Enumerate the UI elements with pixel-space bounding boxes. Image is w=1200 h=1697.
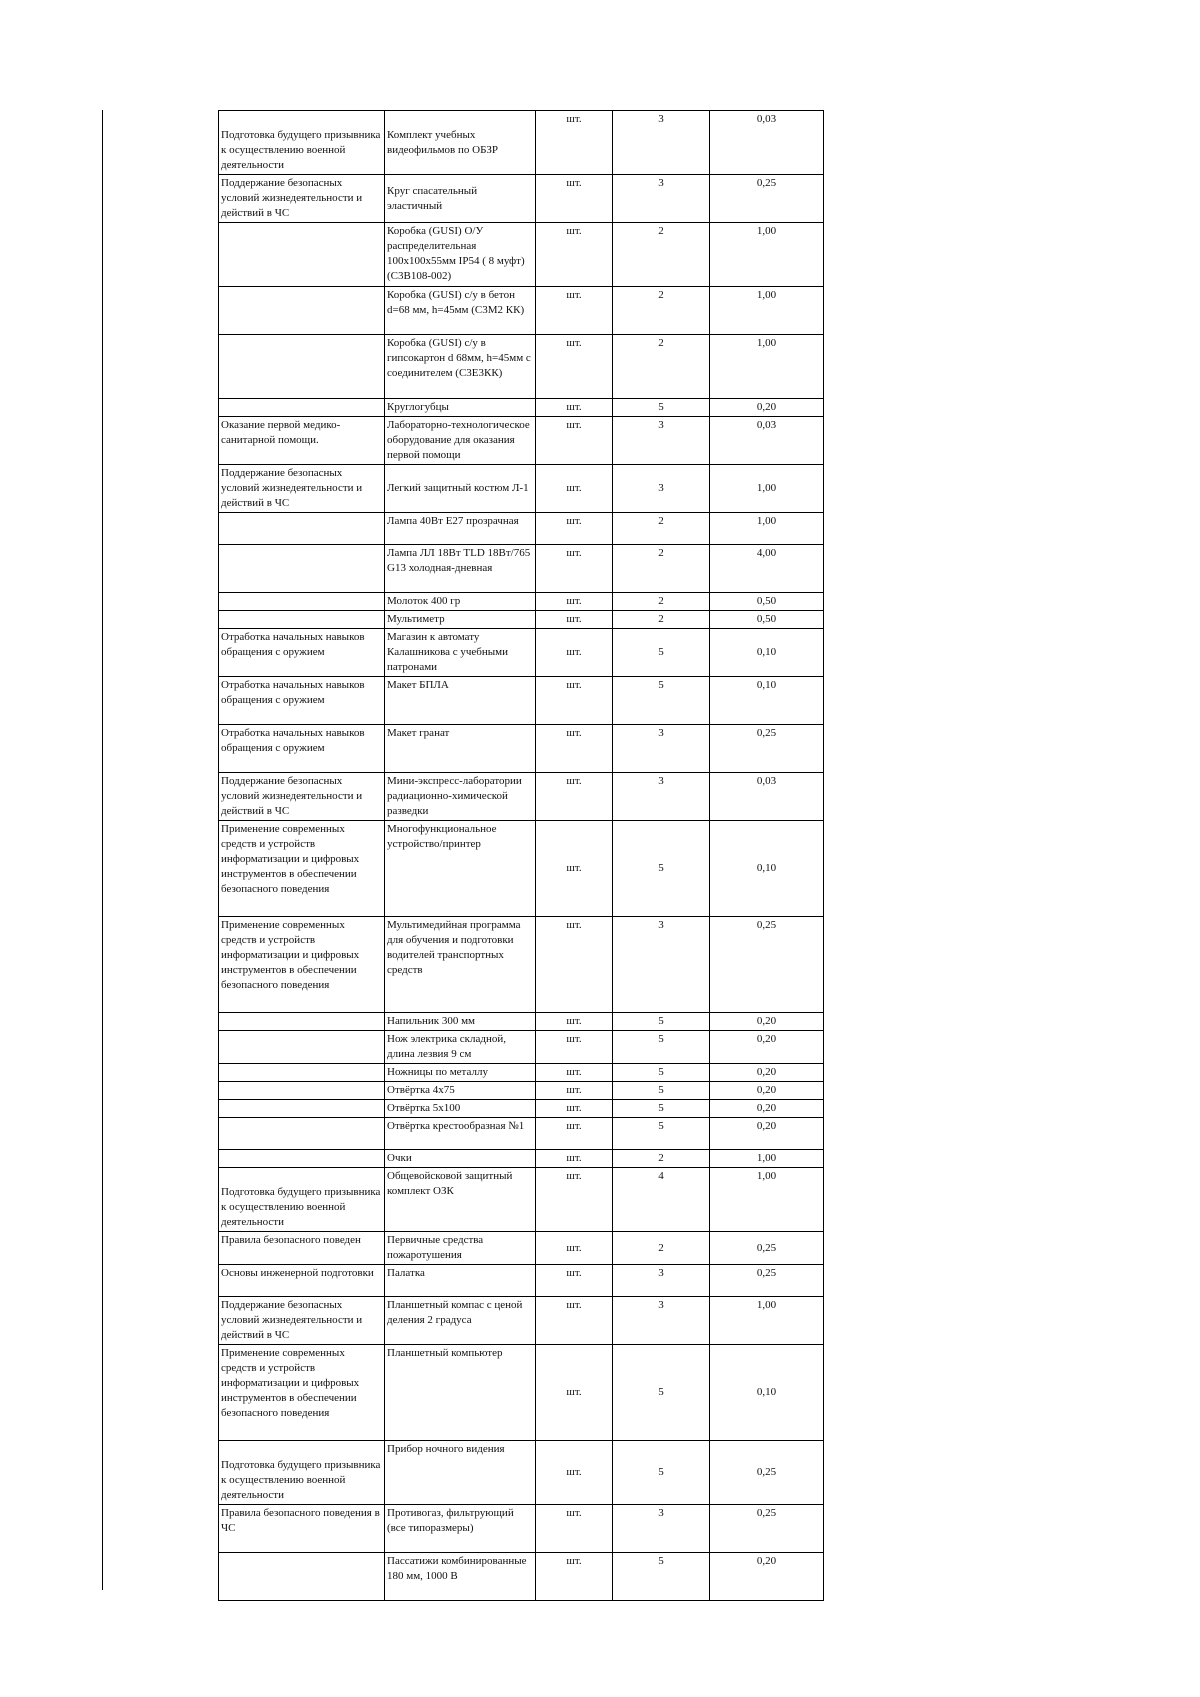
row-item-name-cell: Противогаз, фильтрующий (все типоразмеры) [385,1505,536,1553]
row-item-name-cell: Отвёртка 5x100 [385,1100,536,1118]
row-quantity-cell: 3 [613,417,710,465]
table-row [219,773,824,821]
row-unit-cell: шт. [536,1082,613,1100]
row-topic-cell [219,1100,385,1118]
row-coefficient-cell: 4,00 [710,545,824,593]
row-quantity-cell: 3 [613,725,710,773]
table-row [219,1297,824,1345]
row-quantity-cell: 5 [613,677,710,725]
row-quantity-cell: 3 [613,917,710,1013]
row-topic-cell: Основы инженерной подготовки [219,1265,385,1297]
row-coefficient-cell: 1,00 [710,335,824,399]
row-quantity-cell: 3 [613,1505,710,1553]
row-unit-cell: шт. [536,1118,613,1150]
row-item-name-cell: Коробка (GUSI) О/У распределительная 100x100x55мм IP54 ( 8 муфт) (С3В108-002) [385,223,536,287]
row-item-name-cell: Макет гранат [385,725,536,773]
row-unit-cell: шт. [536,175,613,223]
row-unit-cell: шт. [536,725,613,773]
row-quantity-cell: 5 [613,1118,710,1150]
row-item-name-cell: Молоток 400 гр [385,593,536,611]
row-item-name-cell: Комплект учебных видеофильмов по ОБЗР [385,111,536,175]
row-coefficient-cell: 0,10 [710,677,824,725]
table-row [219,1150,824,1168]
row-coefficient-cell: 0,50 [710,593,824,611]
row-topic-cell [219,1082,385,1100]
row-coefficient-cell: 1,00 [710,465,824,513]
row-quantity-cell: 2 [613,287,710,335]
row-item-name-cell: Многофункциональное устройство/принтер [385,821,536,917]
row-item-name-cell: Лампа ЛЛ 18Вт TLD 18Вт/765 G13 холодная-дневная [385,545,536,593]
row-item-name-cell: Первичные средства пожаротушения [385,1232,536,1265]
row-topic-cell [219,399,385,417]
row-unit-cell: шт. [536,1553,613,1601]
row-quantity-cell: 2 [613,1232,710,1265]
row-topic-cell: Отработка начальных навыков обращения с оружием [219,677,385,725]
row-coefficient-cell: 0,20 [710,1031,824,1064]
table-row [219,287,824,335]
table-row [219,417,824,465]
row-item-name-cell: Макет БПЛА [385,677,536,725]
row-topic-cell [219,1553,385,1601]
table-row [219,223,824,287]
row-item-name-cell: Напильник 300 мм [385,1013,536,1031]
row-quantity-cell: 5 [613,1441,710,1505]
row-quantity-cell: 5 [613,1082,710,1100]
row-topic-cell [219,1013,385,1031]
row-coefficient-cell: 0,25 [710,1441,824,1505]
row-unit-cell: шт. [536,417,613,465]
row-item-name-cell: Очки [385,1150,536,1168]
table-row [219,1118,824,1150]
row-coefficient-cell: 0,10 [710,1345,824,1441]
row-topic-cell: Применение современных средств и устройств информатизации и цифровых инструментов в обеспечении безопасного поведения [219,917,385,1013]
row-quantity-cell: 5 [613,1031,710,1064]
row-coefficient-cell: 0,50 [710,611,824,629]
row-unit-cell: шт. [536,513,613,545]
row-topic-cell [219,1031,385,1064]
row-topic-cell: Подготовка будущего призывника к осуществлению военной деятельности [219,1441,385,1505]
row-coefficient-cell: 0,25 [710,175,824,223]
table-row [219,111,824,175]
row-quantity-cell: 3 [613,465,710,513]
row-unit-cell: шт. [536,465,613,513]
table-row [219,1232,824,1265]
row-topic-cell [219,335,385,399]
row-quantity-cell: 5 [613,1100,710,1118]
row-coefficient-cell: 0,20 [710,1100,824,1118]
row-topic-cell [219,513,385,545]
row-unit-cell: шт. [536,111,613,175]
row-quantity-cell: 5 [613,629,710,677]
row-quantity-cell: 5 [613,1345,710,1441]
row-quantity-cell: 2 [613,513,710,545]
row-quantity-cell: 3 [613,111,710,175]
row-item-name-cell: Магазин к автомату Калашникова с учебными патронами [385,629,536,677]
row-quantity-cell: 2 [613,611,710,629]
row-unit-cell: шт. [536,1232,613,1265]
row-topic-cell: Подготовка будущего призывника к осуществлению военной деятельности [219,1168,385,1232]
row-coefficient-cell: 0,10 [710,821,824,917]
row-unit-cell: шт. [536,545,613,593]
row-item-name-cell: Нож электрика складной, длина лезвия 9 см [385,1031,536,1064]
row-unit-cell: шт. [536,1441,613,1505]
row-unit-cell: шт. [536,611,613,629]
table-row [219,1082,824,1100]
table-row [219,175,824,223]
row-item-name-cell: Отвёртка 4x75 [385,1082,536,1100]
row-unit-cell: шт. [536,1150,613,1168]
row-coefficient-cell: 0,20 [710,1064,824,1082]
table-row [219,1265,824,1297]
row-unit-cell: шт. [536,593,613,611]
table-row [219,917,824,1013]
row-quantity-cell: 2 [613,223,710,287]
row-topic-cell: Правила безопасного поведения в ЧС [219,1505,385,1553]
row-quantity-cell: 3 [613,1297,710,1345]
row-topic-cell [219,545,385,593]
row-topic-cell [219,223,385,287]
row-topic-cell: Поддержание безопасных условий жизнедеятельности и действий в ЧС [219,773,385,821]
row-quantity-cell: 5 [613,399,710,417]
row-topic-cell: Поддержание безопасных условий жизнедеятельности и действий в ЧС [219,175,385,223]
row-topic-cell [219,593,385,611]
row-unit-cell: шт. [536,917,613,1013]
table-row [219,1168,824,1232]
row-coefficient-cell: 0,10 [710,629,824,677]
table-row [219,399,824,417]
row-unit-cell: шт. [536,1064,613,1082]
row-topic-cell [219,287,385,335]
row-unit-cell: шт. [536,1168,613,1232]
row-quantity-cell: 2 [613,593,710,611]
table-row [219,545,824,593]
table-row [219,513,824,545]
row-item-name-cell: Ножницы по металлу [385,1064,536,1082]
row-topic-cell: Отработка начальных навыков обращения с оружием [219,629,385,677]
table-row [219,1100,824,1118]
row-unit-cell: шт. [536,629,613,677]
row-item-name-cell: Коробка (GUSI) с/у в бетон d=68 мм, h=45мм (С3М2 КК) [385,287,536,335]
row-coefficient-cell: 0,25 [710,1265,824,1297]
table-row [219,611,824,629]
row-item-name-cell: Мультимедийная программа для обучения и подготовки водителей транспортных средств [385,917,536,1013]
row-topic-cell: Подготовка будущего призывника к осуществлению военной деятельности [219,111,385,175]
row-unit-cell: шт. [536,677,613,725]
table-row [219,1013,824,1031]
row-item-name-cell: Общевойсковой защитный комплект ОЗК [385,1168,536,1232]
row-item-name-cell: Лабораторно-технологическое оборудование для оказания первой помощи [385,417,536,465]
row-unit-cell: шт. [536,1345,613,1441]
page-margin-line [102,110,103,1590]
equipment-table [218,110,824,1601]
row-coefficient-cell: 1,00 [710,1297,824,1345]
row-coefficient-cell: 0,20 [710,1082,824,1100]
row-coefficient-cell: 0,03 [710,417,824,465]
row-coefficient-cell: 0,25 [710,1232,824,1265]
table-row [219,1064,824,1082]
row-item-name-cell: Лампа 40Вт Е27 прозрачная [385,513,536,545]
row-coefficient-cell: 1,00 [710,1150,824,1168]
table-row [219,1031,824,1064]
table-row [219,465,824,513]
row-coefficient-cell: 0,25 [710,1505,824,1553]
row-item-name-cell: Пассатижи комбинированные 180 мм, 1000 В [385,1553,536,1601]
row-coefficient-cell: 0,25 [710,725,824,773]
row-coefficient-cell: 0,03 [710,773,824,821]
table-row [219,821,824,917]
row-unit-cell: шт. [536,399,613,417]
table-row [219,335,824,399]
row-coefficient-cell: 0,03 [710,111,824,175]
row-quantity-cell: 3 [613,773,710,821]
row-unit-cell: шт. [536,1031,613,1064]
row-topic-cell: Применение современных средств и устройств информатизации и цифровых инструментов в обеспечении безопасного поведения [219,1345,385,1441]
row-item-name-cell: Легкий защитный костюм Л-1 [385,465,536,513]
row-quantity-cell: 5 [613,821,710,917]
row-topic-cell [219,1064,385,1082]
row-item-name-cell: Палатка [385,1265,536,1297]
row-coefficient-cell: 0,20 [710,1118,824,1150]
row-item-name-cell: Прибор ночного видения [385,1441,536,1505]
table-row [219,677,824,725]
row-item-name-cell: Коробка (GUSI) с/у в гипсокартон d 68мм, h=45мм с соединителем (С3Е3КК) [385,335,536,399]
row-topic-cell: Оказание первой медико-санитарной помощи. [219,417,385,465]
table-row [219,1505,824,1553]
table-row [219,1553,824,1601]
row-quantity-cell: 5 [613,1064,710,1082]
row-item-name-cell: Планшетный компьютер [385,1345,536,1441]
row-quantity-cell: 2 [613,335,710,399]
row-coefficient-cell: 0,20 [710,1013,824,1031]
row-quantity-cell: 5 [613,1553,710,1601]
row-topic-cell: Отработка начальных навыков обращения с оружием [219,725,385,773]
row-unit-cell: шт. [536,335,613,399]
row-coefficient-cell: 1,00 [710,513,824,545]
row-coefficient-cell: 1,00 [710,223,824,287]
row-coefficient-cell: 0,20 [710,1553,824,1601]
table-row [219,629,824,677]
row-unit-cell: шт. [536,1265,613,1297]
row-coefficient-cell: 0,20 [710,399,824,417]
row-quantity-cell: 2 [613,545,710,593]
row-topic-cell [219,1118,385,1150]
row-item-name-cell: Мини-экспресс-лаборатории радиационно-химической разведки [385,773,536,821]
row-topic-cell: Поддержание безопасных условий жизнедеятельности и действий в ЧС [219,465,385,513]
row-unit-cell: шт. [536,1100,613,1118]
row-unit-cell: шт. [536,821,613,917]
table-row [219,1345,824,1441]
row-item-name-cell: Круглогубцы [385,399,536,417]
row-unit-cell: шт. [536,773,613,821]
row-unit-cell: шт. [536,223,613,287]
row-unit-cell: шт. [536,1013,613,1031]
row-topic-cell: Правила безопасного поведен [219,1232,385,1265]
row-unit-cell: шт. [536,1297,613,1345]
row-item-name-cell: Круг спасательный эластичный [385,175,536,223]
row-coefficient-cell: 1,00 [710,1168,824,1232]
row-item-name-cell: Мультиметр [385,611,536,629]
row-unit-cell: шт. [536,287,613,335]
table-row [219,725,824,773]
table-row [219,1441,824,1505]
row-topic-cell [219,1150,385,1168]
row-coefficient-cell: 0,25 [710,917,824,1013]
row-topic-cell: Применение современных средств и устройств информатизации и цифровых инструментов в обеспечении безопасного поведения [219,821,385,917]
row-quantity-cell: 4 [613,1168,710,1232]
row-item-name-cell: Планшетный компас с ценой деления 2 градуса [385,1297,536,1345]
row-coefficient-cell: 1,00 [710,287,824,335]
row-unit-cell: шт. [536,1505,613,1553]
row-quantity-cell: 3 [613,1265,710,1297]
row-topic-cell [219,611,385,629]
row-quantity-cell: 2 [613,1150,710,1168]
row-quantity-cell: 5 [613,1013,710,1031]
row-topic-cell: Поддержание безопасных условий жизнедеятельности и действий в ЧС [219,1297,385,1345]
row-quantity-cell: 3 [613,175,710,223]
row-item-name-cell: Отвёртка крестообразная №1 [385,1118,536,1150]
table-row [219,593,824,611]
